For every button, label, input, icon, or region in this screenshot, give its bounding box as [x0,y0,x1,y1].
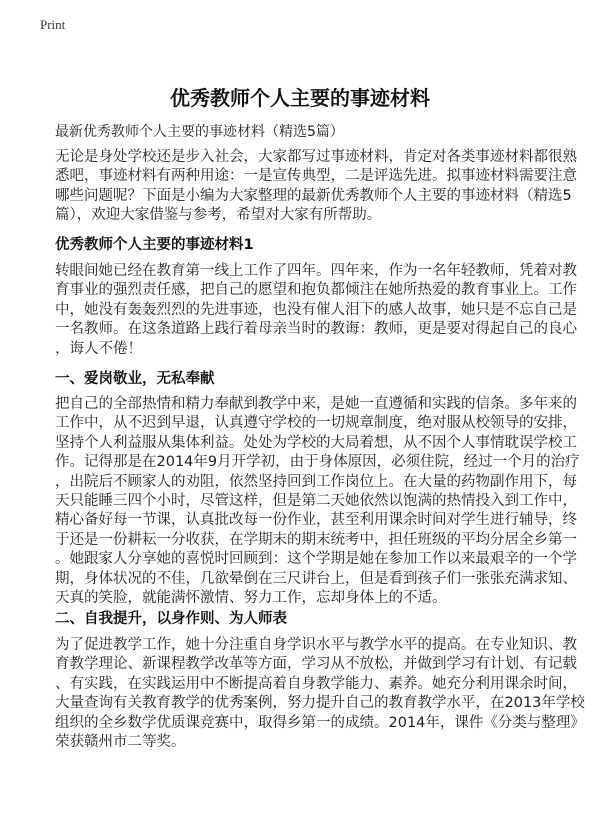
text-line: 坚持个人利益服从集体利益。处处为学校的大局着想，从不因个人事情耽误学校工 [55,434,577,451]
text-line: 精心备好每一节课，认真批改每一份作业，甚至利用课余时间对学生进行辅导，终 [55,512,577,529]
text-line: 育教学理论、新课程教学改革等方面，学习从不放松，并做到学习有计划、有记载 [55,656,577,673]
text-line: ，出院后不顾家人的劝阻，依然坚持回到工作岗位上。在大量的药物副作用下，每 [55,473,577,490]
text-line: 荣获赣州市二等奖。 [55,734,186,751]
text-line: 转眼间她已经在教育第一线上工作了四年。四年来，作为一名年轻教师，凭着对教 [55,263,577,279]
text-line: 无论是身处学校还是步入社会，大家都写过事迹材料，肯定对各类事迹材料都很熟 [55,149,577,165]
heading-one: 一、爱岗敬业，无私奉献 [55,371,215,387]
text-line: 工作中，从不迟到早退，认真遵守学校的一切规章制度，绝对服从校领导的安排， [55,415,577,432]
text-line: 、有实践，在实践运用中不断提高着自身教学能力、素养。她充分利用课余时间， [55,675,577,692]
text-line: 大量查询有关教育教学的优秀案例，努力提升自己的教育教学水平，在2013年学校 [55,695,585,712]
text-line: 为了促进教学工作，她十分注重自身学识水平与教学水平的提高。在专业知识、教 [55,637,577,653]
paragraph-one [55,395,580,608]
text-line: 育事业的强烈责任感，把自己的愿望和抱负都倾注在她所热爱的教育事业上。工作 [55,282,577,299]
text-line: 把自己的全部热情和精力奉献到教学中来，是她一直遵循和实践的信条。多年来的 [55,396,577,412]
text-line: 中，她没有轰轰烈烈的先进事迹，也没有催人泪下的感人故事，她只是不忘自己是 [55,301,577,318]
print-link[interactable]: Print [40,17,66,32]
text-line: 作。记得那是在2014年9月开学初，由于身体原因，必须住院，经过一个月的治疗 [55,454,580,471]
text-line: 天真的笑脸，就能满怀激情、努力工作，忘却身体上的不适。 [55,590,447,607]
text-line: 。她跟家人分享她的喜悦时回顾到：这个学期是她在参加工作以来最艰辛的一个学 [55,551,577,568]
text-line: 一名教师。在这条道路上践行着母亲当时的教诲：教师，更是要对得起自己的良心 [55,321,577,338]
section1-heading: 优秀教师个人主要的事迹材料1 [55,237,254,253]
text-line: 悉吧，事迹材料有两种用途：一是宣传典型，二是评选先进。拟事迹材料需要注意 [55,168,577,185]
text-line: 哪些问题呢？下面是小编为大家整理的最新优秀教师个人主要的事迹材料（精选5 [55,187,572,204]
text-line: 于还是一份耕耘一分收获，在学期末的期末统考中，担任班级的平均分居全乡第一 [55,531,577,548]
text-line: ，诲人不倦！ [55,340,142,357]
heading-two: 二、自我提升，以身作则、为人师表 [55,611,287,627]
section1-paragraph [55,262,577,359]
page-title: 优秀教师个人主要的事迹材料 [170,86,430,110]
text-line: 组织的全乡数学优质课竞赛中，取得乡第一的成绩。2014年，课件《分类与整理》 [55,714,585,731]
intro-paragraph [55,148,577,226]
text-line: 天只能睡三四个小时，尽管这样，但是第二天她依然以饱满的热情投入到工作中， [55,493,577,510]
text-line: 篇），欢迎大家借鉴与参考，希望对大家有所帮助。 [55,207,382,224]
text-line: 期，身体状况的不佳，几欲晕倒在三尺讲台上，但是看到孩子们一张张充满求知、 [55,570,577,587]
paragraph-two [55,636,585,752]
subtitle: 最新优秀教师个人主要的事迹材料（精选5篇） [55,124,344,140]
